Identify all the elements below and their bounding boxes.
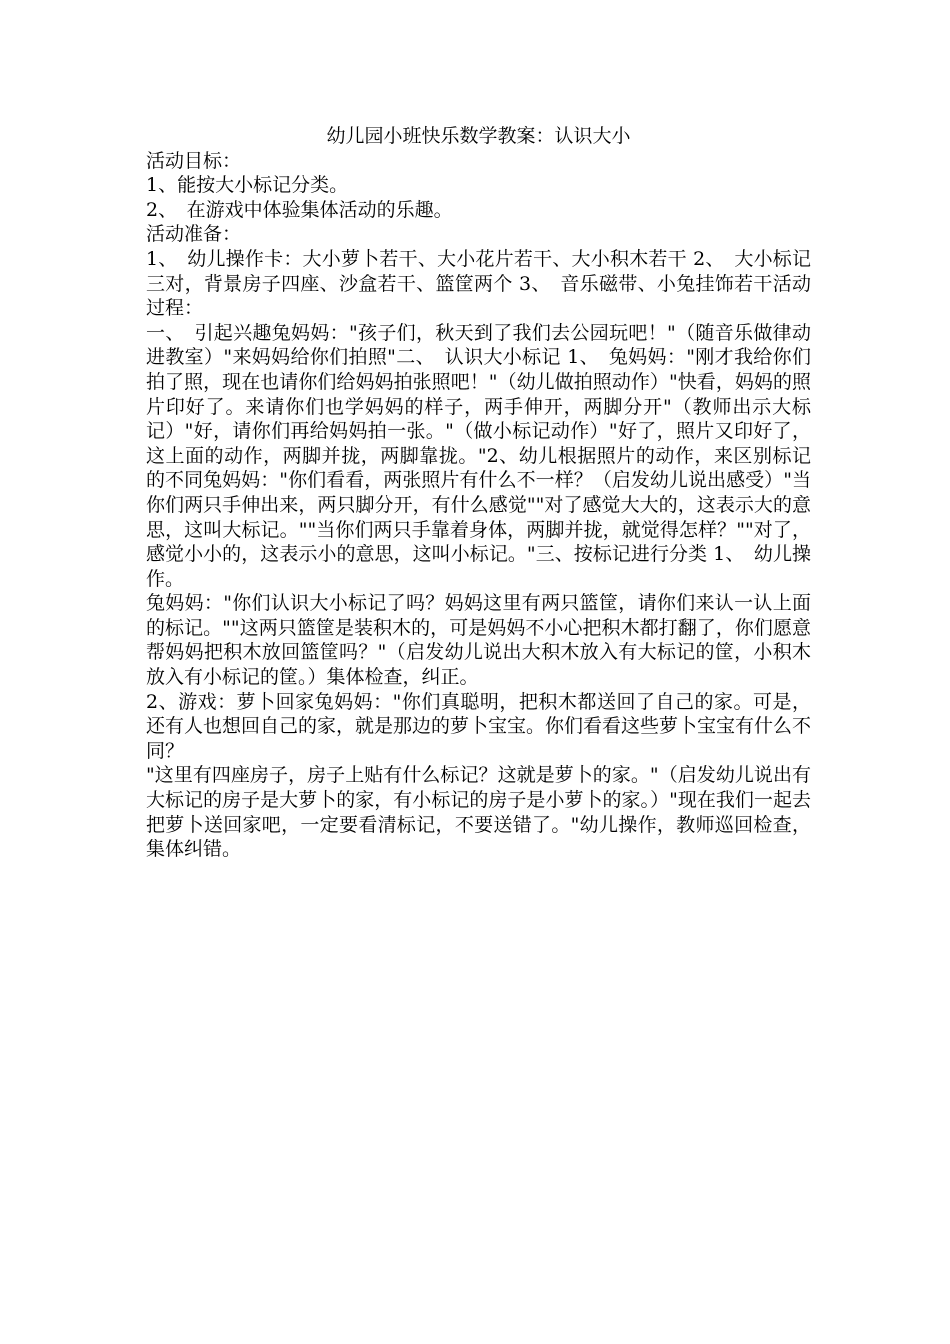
process-paragraph-1: 一、 引起兴趣兔妈妈："孩子们，秋天到了我们去公园玩吧！"（随音乐做律动进教室）"来妈妈给你们拍照"二、 认识大小标记 1、 兔妈妈："刚才我给你们拍了照，现在也请你们给妈妈拍张照吧！"（幼儿做拍照动作）"快看，妈妈的照片印好了。来请你们也学妈妈的样子，两手伸开，两脚分开"（教师出示大标记）"好，请你们再给妈妈拍一张。"（做小标记动作）"好了，照片又印好了，这上面的动作，两脚并拢，两脚靠拢。"2、幼儿根据照片的动作，来区别标记的不同兔妈妈："你们看看，两张照片有什么不一样？（启发幼儿说出感受）"当你们两只手伸出来，两只脚分开，有什么感觉""对了感觉大大的，这表示大的意思，这叫大标记。""当你们两只手靠着身体，两脚并拢，就觉得怎样？""对了，感觉小小的，这表示小的意思，这叫小标记。"三、按标记进行分类 1、 幼儿操作。 xyxy=(146,321,811,590)
process-paragraph-3: 2、游戏：萝卜回家兔妈妈："你们真聪明，把积木都送回了自己的家。可是，还有人也想回自己的家，就是那边的萝卜宝宝。你们看看这些萝卜宝宝有什么不同？ xyxy=(146,690,812,762)
document-title: 幼儿园小班快乐数学教案：认识大小 xyxy=(326,125,631,147)
process-paragraph-4: "这里有四座房子，房子上贴有什么标记？这就是萝卜的家。"（启发幼儿说出有大标记的房子是大萝卜的家，有小标记的房子是小萝卜的家。）"现在我们一起去把萝卜送回家吧，一定要看清标记，不要送错了。"幼儿操作，教师巡回检查，集体纠错。 xyxy=(146,764,811,861)
goal-item-2: 2、 在游戏中体验集体活动的乐趣。 xyxy=(146,198,453,221)
document-body xyxy=(146,124,811,862)
process-paragraph-2: 兔妈妈："你们认识大小标记了吗？妈妈这里有两只篮筐，请你们来认一认上面的标记。""这两只篮筐是装积木的，可是妈妈不小心把积木都打翻了，你们愿意帮妈妈把积木放回篮筐吗？"（启发幼儿说出大积木放入有大标记的筐，小积木放入有小标记的筐。）集体检查，纠正。 xyxy=(146,592,811,689)
section-heading-preparation: 活动准备： xyxy=(146,223,242,246)
section-heading-goals: 活动目标： xyxy=(146,149,242,172)
preparation-paragraph: 1、 幼儿操作卡：大小萝卜若干、大小花片若干、大小积木若干 2、 大小标记三对，背景房子四座、沙盒若干、篮筐两个 3、 音乐磁带、小兔挂饰若干活动过程： xyxy=(146,247,811,320)
goal-item-1: 1、能按大小标记分类。 xyxy=(146,174,349,197)
